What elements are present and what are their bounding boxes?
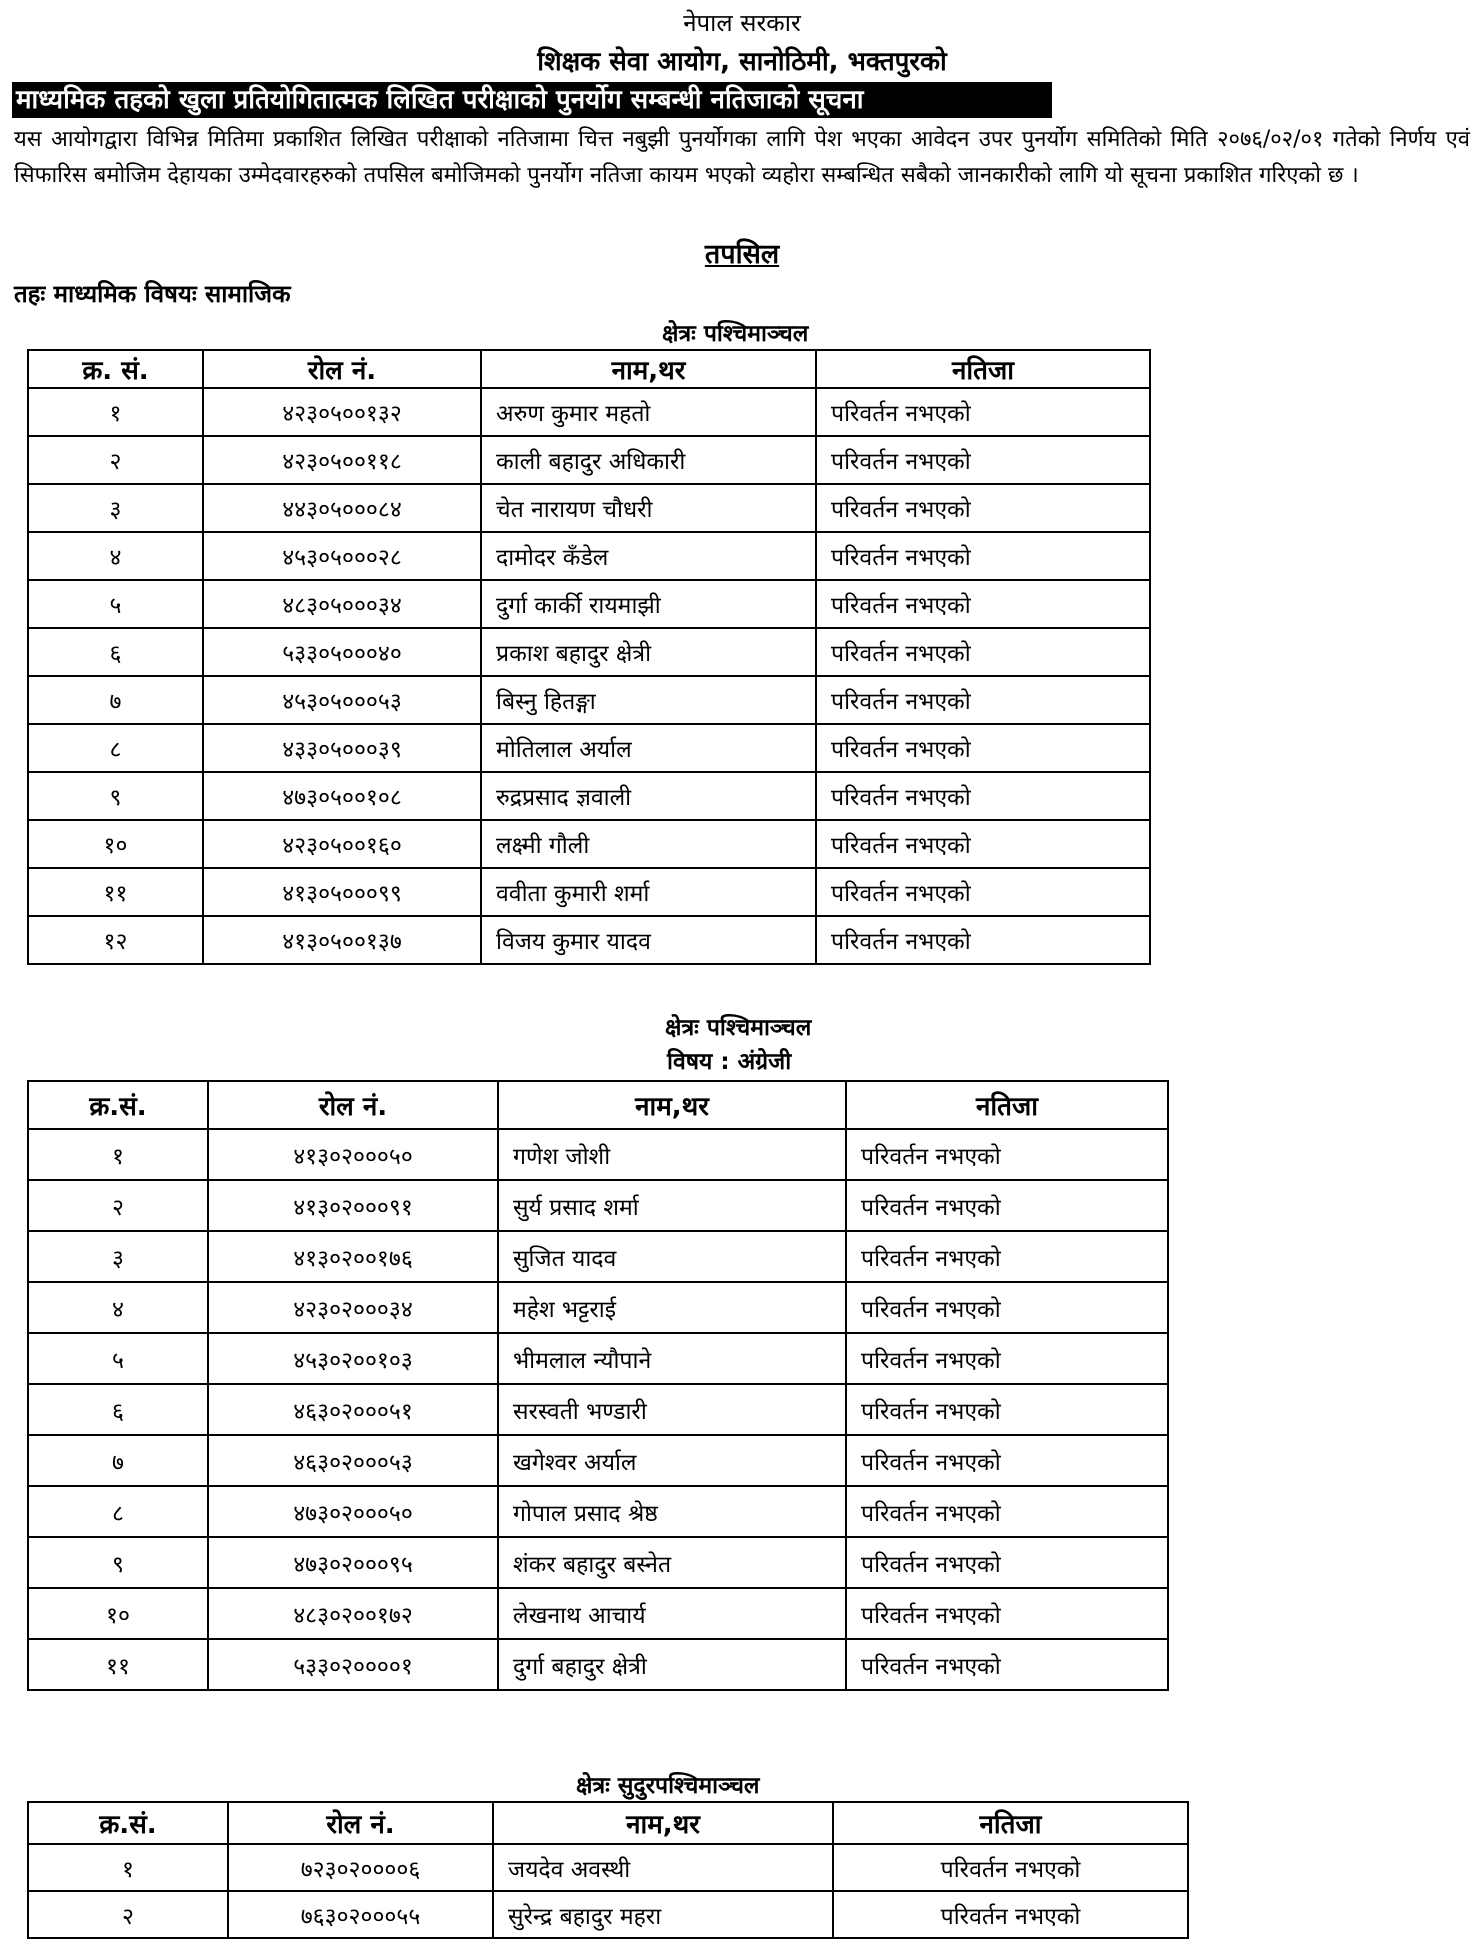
result: परिवर्तन नभएको [816, 388, 1150, 436]
table-row [28, 1180, 1168, 1231]
header-name: नाम,थर [498, 1081, 846, 1129]
result: परिवर्तन नभएको [846, 1231, 1168, 1282]
serial-number: ९ [28, 1537, 208, 1588]
serial-number: ११ [28, 1639, 208, 1690]
result: परिवर्तन नभएको [816, 916, 1150, 964]
header-result: नतिजा [833, 1802, 1188, 1844]
header-roll: रोल नं. [228, 1802, 493, 1844]
roll-number: ४१३०५०००९९ [203, 868, 481, 916]
candidate-name: मोतिलाल अर्याल [481, 724, 816, 772]
results-table-3 [27, 1801, 1189, 1939]
table-row [28, 628, 1150, 676]
table-row [28, 1891, 1188, 1938]
header-serial: क्र.सं. [28, 1081, 208, 1129]
header-result: नतिजा [846, 1081, 1168, 1129]
candidate-name: चेत नारायण चौधरी [481, 484, 816, 532]
results-table-2 [27, 1080, 1169, 1691]
table-header-row [28, 350, 1150, 388]
serial-number: ९ [28, 772, 203, 820]
roll-number: ४१३०२०००९१ [208, 1180, 498, 1231]
candidate-name: सुजित यादव [498, 1231, 846, 1282]
header-roll: रोल नं. [208, 1081, 498, 1129]
candidate-name: शंकर बहादुर बस्नेत [498, 1537, 846, 1588]
serial-number: ५ [28, 580, 203, 628]
result: परिवर्तन नभएको [816, 676, 1150, 724]
roll-number: ७२३०२००००६ [228, 1844, 493, 1891]
candidate-name: गणेश जोशी [498, 1129, 846, 1180]
region-label-2: क्षेत्रः पश्चिमाञ्चल [665, 1015, 812, 1041]
roll-number: ४८३०५०००३४ [203, 580, 481, 628]
candidate-name: विजय कुमार यादव [481, 916, 816, 964]
serial-number: ६ [28, 628, 203, 676]
subject-label-2: विषय : अंग्रेजी [667, 1049, 792, 1075]
serial-number: १० [28, 1588, 208, 1639]
header-roll: रोल नं. [203, 350, 481, 388]
serial-number: २ [28, 436, 203, 484]
candidate-name: दुर्गा कार्की रायमाझी [481, 580, 816, 628]
roll-number: ५३३०५०००४० [203, 628, 481, 676]
result: परिवर्तन नभएको [816, 436, 1150, 484]
result: परिवर्तन नभएको [833, 1891, 1188, 1938]
result: परिवर्तन नभएको [846, 1129, 1168, 1180]
result: परिवर्तन नभएको [816, 628, 1150, 676]
table-row [28, 1844, 1188, 1891]
candidate-name: सुरेन्द्र बहादुर महरा [493, 1891, 833, 1938]
roll-number: ४५३०२००१०३ [208, 1333, 498, 1384]
table-row [28, 772, 1150, 820]
government-title: नेपाल सरकार [683, 9, 801, 37]
roll-number: ४२३०२०००३४ [208, 1282, 498, 1333]
serial-number: २ [28, 1180, 208, 1231]
table-row [28, 1639, 1168, 1690]
candidate-name: लक्ष्मी गौली [481, 820, 816, 868]
table-row [28, 532, 1150, 580]
serial-number: ४ [28, 532, 203, 580]
candidate-name: खगेश्वर अर्याल [498, 1435, 846, 1486]
roll-number: ४३३०५०००३९ [203, 724, 481, 772]
candidate-name: दुर्गा बहादुर क्षेत्री [498, 1639, 846, 1690]
header-name: नाम,थर [481, 350, 816, 388]
table-row [28, 1231, 1168, 1282]
table-row [28, 1129, 1168, 1180]
roll-number: ४५३०५०००५३ [203, 676, 481, 724]
table-header-row [28, 1802, 1188, 1844]
serial-number: २ [28, 1891, 228, 1938]
candidate-name: ववीता कुमारी शर्मा [481, 868, 816, 916]
serial-number: १० [28, 820, 203, 868]
table-row [28, 868, 1150, 916]
candidate-name: सरस्वती भण्डारी [498, 1384, 846, 1435]
table-row [28, 724, 1150, 772]
result: परिवर्तन नभएको [846, 1435, 1168, 1486]
table-row [28, 1282, 1168, 1333]
result: परिवर्तन नभएको [846, 1639, 1168, 1690]
result: परिवर्तन नभएको [816, 484, 1150, 532]
results-table-1 [27, 349, 1151, 965]
region-label-3: क्षेत्रः सुदुरपश्चिमाञ्चल [576, 1773, 760, 1799]
table-row [28, 676, 1150, 724]
commission-title: शिक्षक सेवा आयोग, सानोठिमी, भक्तपुरको [537, 47, 947, 77]
candidate-name: गोपाल प्रसाद श्रेष्ठ [498, 1486, 846, 1537]
result: परिवर्तन नभएको [846, 1180, 1168, 1231]
schedule-heading: तपसिल [704, 239, 780, 270]
table-row [28, 820, 1150, 868]
table-row [28, 1537, 1168, 1588]
header-serial: क्र. सं. [28, 350, 203, 388]
serial-number: ७ [28, 1435, 208, 1486]
roll-number: ४७३०२०००९५ [208, 1537, 498, 1588]
serial-number: ११ [28, 868, 203, 916]
result: परिवर्तन नभएको [816, 868, 1150, 916]
serial-number: ६ [28, 1384, 208, 1435]
table-row [28, 1435, 1168, 1486]
roll-number: ४२३०५००१६० [203, 820, 481, 868]
result: परिवर्तन नभएको [846, 1486, 1168, 1537]
candidate-name: दामोदर कँडेल [481, 532, 816, 580]
result: परिवर्तन नभएको [833, 1844, 1188, 1891]
roll-number: ४७३०५००१०८ [203, 772, 481, 820]
result: परिवर्तन नभएको [846, 1537, 1168, 1588]
table-row [28, 1486, 1168, 1537]
table-row [28, 1588, 1168, 1639]
roll-number: ४१३०२००१७६ [208, 1231, 498, 1282]
table-row [28, 388, 1150, 436]
result: परिवर्तन नभएको [846, 1333, 1168, 1384]
candidate-name: भीमलाल न्यौपाने [498, 1333, 846, 1384]
result: परिवर्तन नभएको [816, 724, 1150, 772]
serial-number: ३ [28, 1231, 208, 1282]
region-label-1: क्षेत्रः पश्चिमाञ्चल [662, 321, 809, 347]
result: परिवर्तन नभएको [846, 1588, 1168, 1639]
candidate-name: जयदेव अवस्थी [493, 1844, 833, 1891]
candidate-name: अरुण कुमार महतो [481, 388, 816, 436]
result: परिवर्तन नभएको [816, 772, 1150, 820]
roll-number: ४६३०२०००५१ [208, 1384, 498, 1435]
serial-number: ७ [28, 676, 203, 724]
header-result: नतिजा [816, 350, 1150, 388]
table-row [28, 1333, 1168, 1384]
candidate-name: लेखनाथ आचार्य [498, 1588, 846, 1639]
serial-number: ८ [28, 724, 203, 772]
roll-number: ७६३०२०००५५ [228, 1891, 493, 1938]
roll-number: ४२३०५००११८ [203, 436, 481, 484]
table-row [28, 580, 1150, 628]
roll-number: ५३३०२००००१ [208, 1639, 498, 1690]
serial-number: ४ [28, 1282, 208, 1333]
candidate-name: प्रकाश बहादुर क्षेत्री [481, 628, 816, 676]
serial-number: १ [28, 1844, 228, 1891]
roll-number: ४७३०२०००५० [208, 1486, 498, 1537]
result: परिवर्तन नभएको [816, 820, 1150, 868]
result: परिवर्तन नभएको [846, 1384, 1168, 1435]
result: परिवर्तन नभएको [846, 1282, 1168, 1333]
table-row [28, 436, 1150, 484]
notice-title: माध्यमिक तहको खुला प्रतियोगितात्मक लिखित परीक्षाको पुनर्योग सम्बन्धी नतिजाको सूचना [12, 82, 1052, 118]
candidate-name: रुद्रप्रसाद ज्ञवाली [481, 772, 816, 820]
roll-number: ४२३०५००१३२ [203, 388, 481, 436]
candidate-name: बिस्नु हितङ्गा [481, 676, 816, 724]
table-row [28, 916, 1150, 964]
result: परिवर्तन नभएको [816, 580, 1150, 628]
candidate-name: महेश भट्टराई [498, 1282, 846, 1333]
roll-number: ४१३०५००१३७ [203, 916, 481, 964]
candidate-name: सुर्य प्रसाद शर्मा [498, 1180, 846, 1231]
roll-number: ४४३०५०००८४ [203, 484, 481, 532]
table-row [28, 1384, 1168, 1435]
header-name: नाम,थर [493, 1802, 833, 1844]
serial-number: ३ [28, 484, 203, 532]
roll-number: ४८३०२००१७२ [208, 1588, 498, 1639]
serial-number: ८ [28, 1486, 208, 1537]
roll-number: ४६३०२०००५३ [208, 1435, 498, 1486]
level-subject-line: तहः माध्यमिक विषयः सामाजिक [14, 280, 291, 308]
intro-paragraph: यस आयोगद्वारा विभिन्न मितिमा प्रकाशित लिखित परीक्षाको नतिजामा चित्त नबुझी पुनर्योगका लागि पेश भएका आवेदन उपर पुनर्योग समितिको मिति २०७६/०२/०१ गतेको निर्णय एवं सिफारिस बमोजिम देहायका उम्मेदवारहरुको तपसिल बमोजिमको पुनर्योग नतिजा कायम भएको व्यहोरा सम्बन्धित सबैको जानकारीको लागि यो सूचना प्रकाशित गरिएको छ । [14, 127, 1470, 188]
serial-number: १ [28, 1129, 208, 1180]
header-serial: क्र.सं. [28, 1802, 228, 1844]
roll-number: ४१३०२०००५० [208, 1129, 498, 1180]
result: परिवर्तन नभएको [816, 532, 1150, 580]
serial-number: १२ [28, 916, 203, 964]
serial-number: ५ [28, 1333, 208, 1384]
serial-number: १ [28, 388, 203, 436]
roll-number: ४५३०५०००२८ [203, 532, 481, 580]
table-header-row [28, 1081, 1168, 1129]
table-row [28, 484, 1150, 532]
candidate-name: काली बहादुर अधिकारी [481, 436, 816, 484]
